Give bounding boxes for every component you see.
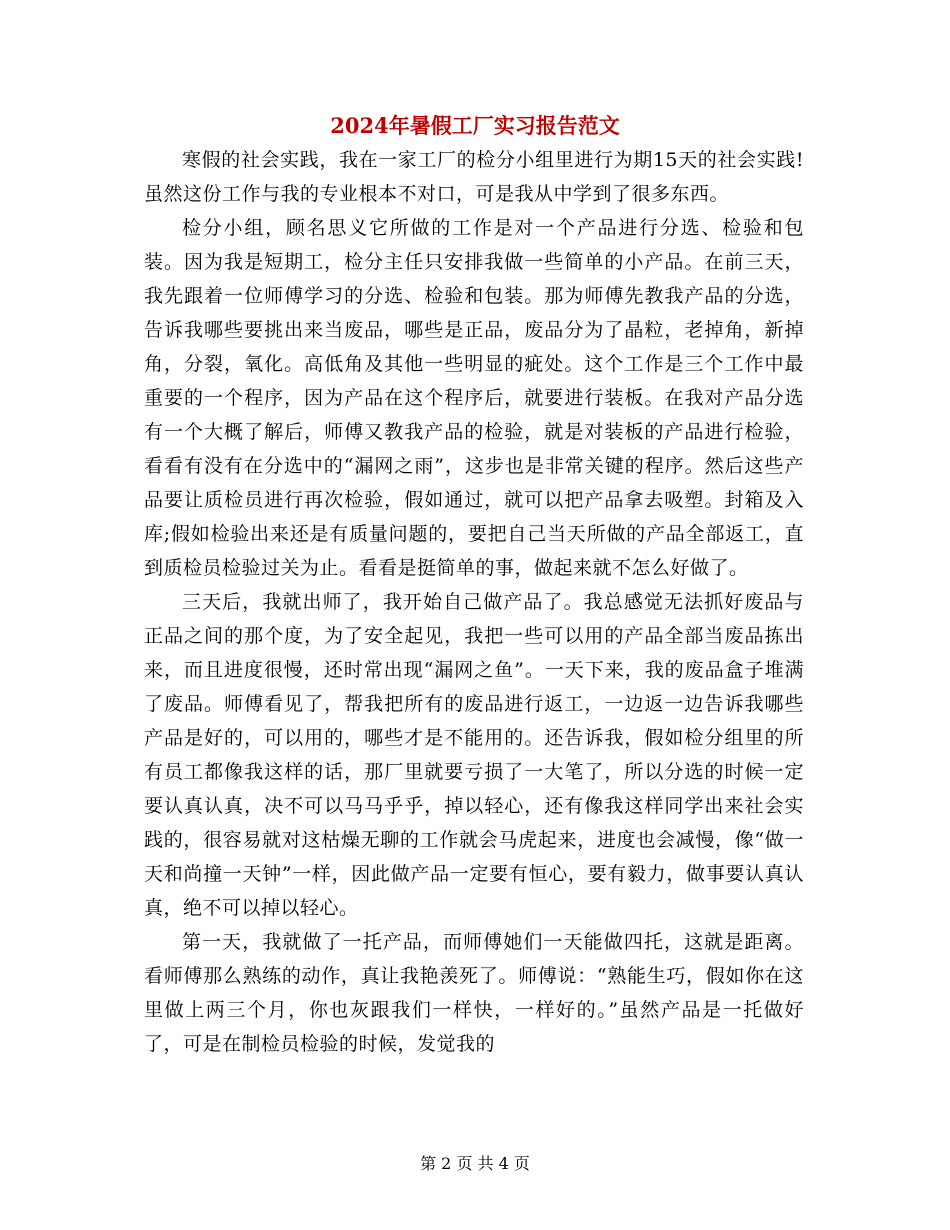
paragraph-2: 检分小组，顾名思义它所做的工作是对一个产品进行分选、检验和包装。因为我是短期工，检分主任只安排我做一些简单的小产品。在前三天，我先跟着一位师傅学习的分选、检验和包装。那为师傅先教我产品的分选，告诉我哪些要挑出来当废品，哪些是正品，废品分为了晶粒，老掉角，新掉角，分裂，氧化。高低角及其他一些明显的疵处。这个工作是三个工作中最重要的一个程序，因为产品在这个程序后，就要进行装板。在我对产品分选有一个大概了解后，师傅又教我产品的检验，就是对装板的产品进行检验，看看有没有在分选中的“漏网之雨”，这步也是非常关键的程序。然后这些产品要让质检员进行再次检验，假如通过，就可以把产品拿去吸塑。封箱及入库;假如检验出来还是有质量问题的，要把自己当天所做的产品全部返工，直到质检员检验过关为止。看看是挺简单的事，做起来就不怎么好做了。: [144, 217, 804, 579]
paragraph-4: 第一天，我就做了一托产品，而师傅她们一天能做四托，这就是距离。看师傅那么熟练的动作，真让我艳羡死了。师傅说：“熟能生巧，假如你在这里做上两三个月，你也灰跟我们一样快，一样好的。”虽然产品是一托做好了，可是在制检员检验的时候，发觉我的: [144, 931, 804, 1055]
page-number-footer: 第 2 页 共 4 页: [420, 1154, 530, 1173]
document-body: [144, 143, 804, 1061]
paragraph-3: 三天后，我就出师了，我开始自己做产品了。我总感觉无法抓好废品与正品之间的那个度，为了安全起见，我把一些可以用的产品全部当废品拣出来，而且进度很慢，还时常出现“漏网之鱼”。一天下来，我的废品盒子堆满了废品。师傅看见了，帮我把所有的废品进行返工，一边返一边告诉我哪些产品是好的，可以用的，哪些才是不能用的。还告诉我，假如检分组里的所有员工都像我这样的话，那厂里就要亏损了一大笔了，所以分选的时候一定要认真认真，决不可以马马乎乎，掉以轻心，还有像我这样同学出来社会实践的，很容易就对这枯燥无聊的工作就会马虎起来，进度也会减慢，像“做一天和尚撞一天钟”一样，因此做产品一定要有恒心，要有毅力，做事要认真认真，绝不可以掉以轻心。: [144, 591, 804, 919]
paragraph-1: 寒假的社会实践，我在一家工厂的检分小组里进行为期15天的社会实践!虽然这份工作与我的专业根本不对口，可是我从中学到了很多东西。: [144, 149, 804, 205]
document-title: 2024年暑假工厂实习报告范文: [330, 113, 620, 138]
